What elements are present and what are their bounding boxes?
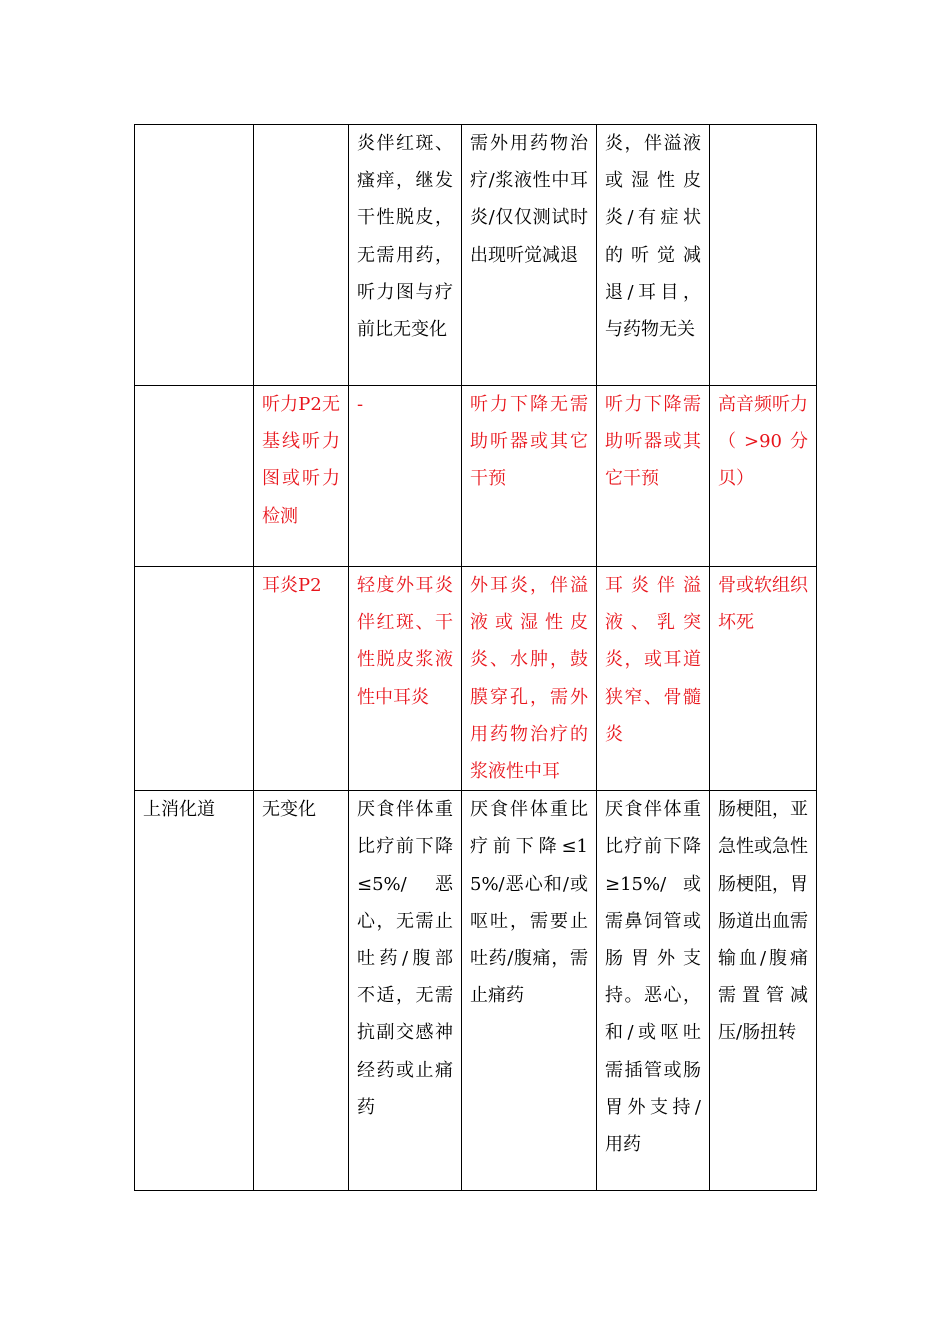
grade-4-cell: 肠梗阻，亚急性或急性肠梗阻，胃肠道出血需输血/腹痛需置管减压/肠扭转 <box>710 791 817 1191</box>
grade-0-cell: 耳炎P2 <box>254 567 349 791</box>
toxicity-grading-table <box>134 124 817 1191</box>
grade-2-cell: 听力下降无需助听器或其它干预 <box>462 386 597 567</box>
grade-0-cell: 听力P2无基线听力图或听力检测 <box>254 386 349 567</box>
table-row <box>135 567 817 791</box>
grade-1-cell: 轻度外耳炎伴红斑、干性脱皮浆液性中耳炎 <box>349 567 462 791</box>
table-row <box>135 386 817 567</box>
grade-0-cell: 无变化 <box>254 791 349 1191</box>
grade-3-cell: 听力下降需助听器或其它干预 <box>597 386 710 567</box>
grade-0-cell <box>254 125 349 386</box>
grade-2-cell: 外耳炎，伴溢液或湿性皮炎、水肿，鼓膜穿孔，需外用药物治疗的浆液性中耳 <box>462 567 597 791</box>
grade-2-cell: 需外用药物治疗/浆液性中耳炎/仅仅测试时出现听觉减退 <box>462 125 597 386</box>
grade-3-cell: 耳炎伴溢液、乳突炎，或耳道狭窄、骨髓炎 <box>597 567 710 791</box>
organ-cell <box>135 386 254 567</box>
grade-1-cell: - <box>349 386 462 567</box>
grade-1-cell: 炎伴红斑、瘙痒，继发干性脱皮，无需用药，听力图与疗前比无变化 <box>349 125 462 386</box>
grade-4-cell <box>710 125 817 386</box>
grade-1-cell: 厌食伴体重比疗前下降≤5%/恶心，无需止吐药/腹部不适，无需抗副交感神经药或止痛药 <box>349 791 462 1191</box>
grade-3-cell: 炎，伴溢液或湿性皮炎/有症状的听觉减退/耳目，与药物无关 <box>597 125 710 386</box>
grade-4-cell: 骨或软组织坏死 <box>710 567 817 791</box>
grade-2-cell: 厌食伴体重比疗前下降≤15%/恶心和/或呕吐，需要止吐药/腹痛，需止痛药 <box>462 791 597 1191</box>
grade-3-cell: 厌食伴体重比疗前下降≥15%/或需鼻饲管或肠胃外支持。恶心，和/或呕吐需插管或肠胃外支持/用药 <box>597 791 710 1191</box>
organ-cell <box>135 125 254 386</box>
grade-4-cell: 高音频听力（>90分贝） <box>710 386 817 567</box>
organ-cell <box>135 567 254 791</box>
table-row <box>135 125 817 386</box>
table-row <box>135 791 817 1191</box>
organ-cell: 上消化道 <box>135 791 254 1191</box>
